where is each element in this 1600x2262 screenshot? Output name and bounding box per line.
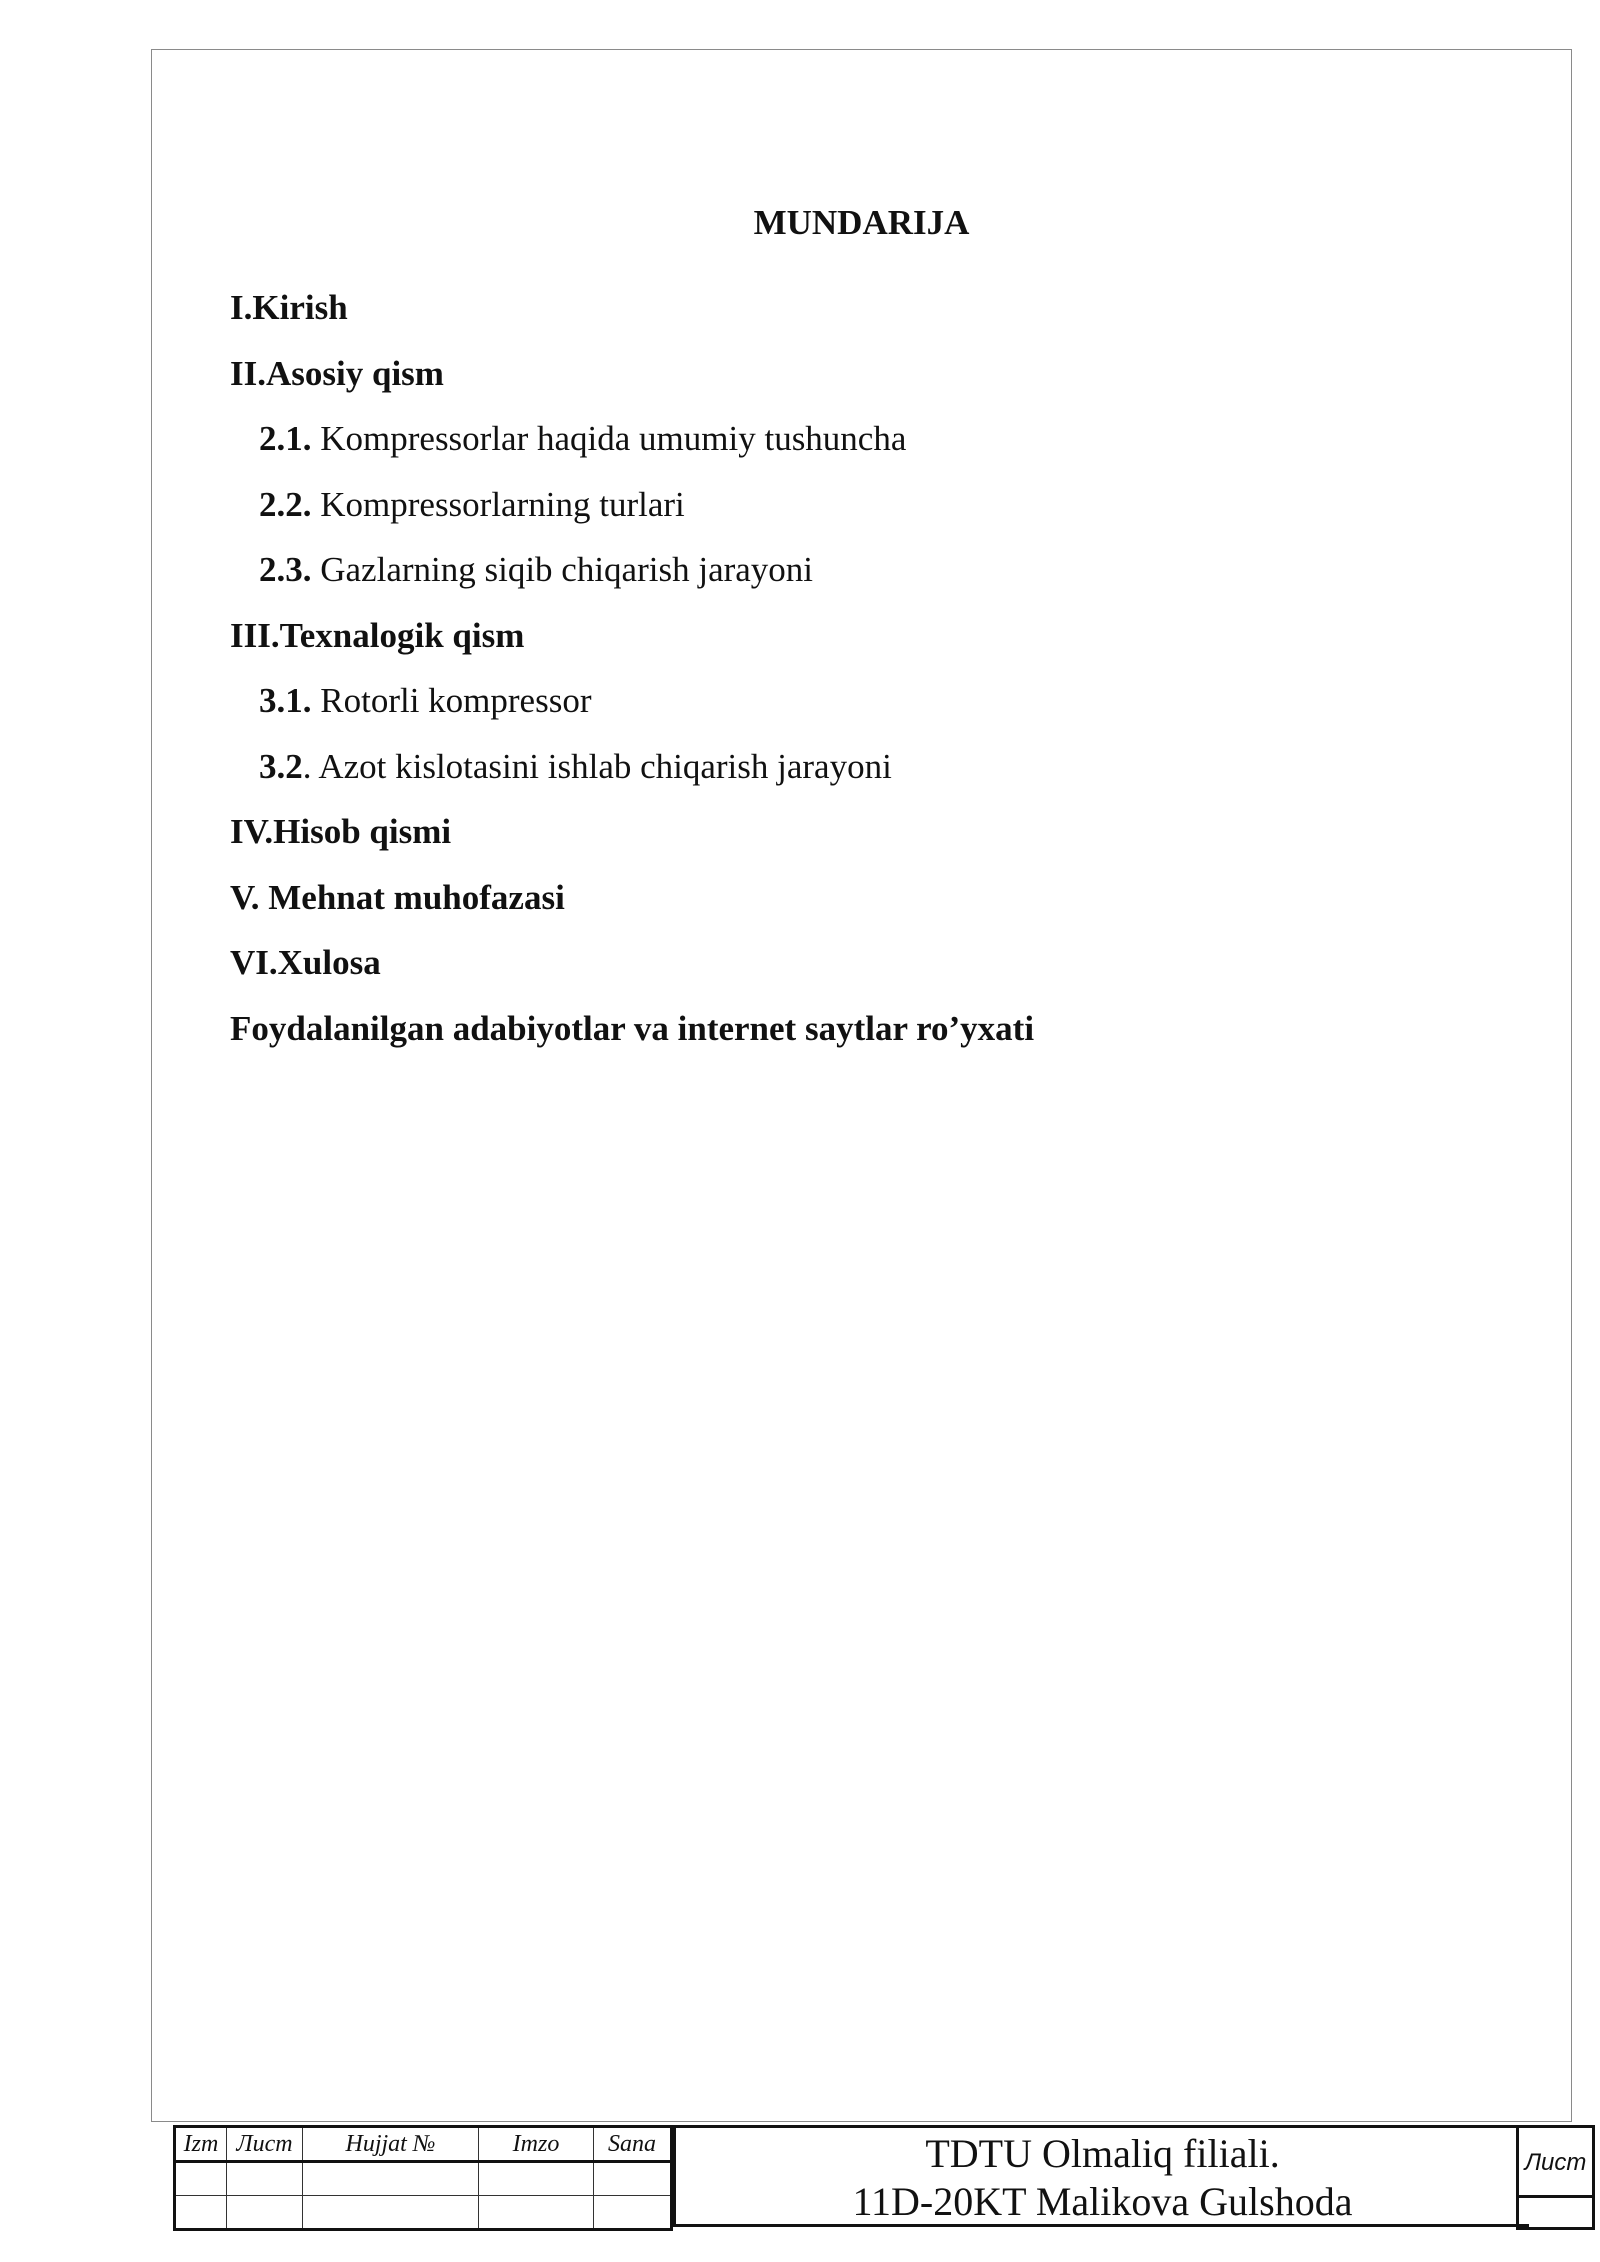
table-cell [175,2162,227,2196]
toc-item-number: IV. [230,812,274,851]
toc-item-number: III. [230,615,280,655]
toc-item-number: V. [230,877,260,917]
toc-item-title: Kirish [252,288,348,327]
toc-item [230,874,1034,940]
organization-block [673,2125,1529,2227]
toc-item [230,284,1034,350]
toc-item-number: II. [230,353,266,393]
toc-item-title: Mehnat muhofazasi [259,877,565,917]
column-header-list: Лист [227,2127,303,2162]
toc-item-title: Asosiy qism [266,353,444,393]
column-header-izm: Izm [175,2127,227,2162]
toc-item [230,350,1034,416]
table-cell [303,2162,479,2196]
toc-item [230,808,1034,874]
table-cell [303,2196,479,2230]
toc-subitem [230,743,1034,809]
toc-subitem [230,677,1034,743]
revision-row [175,2162,672,2196]
toc-item-title: Xulosa [277,943,381,982]
column-header-document-number: Hujjat № [303,2127,479,2162]
toc-item-title: Hisob qismi [273,812,452,851]
toc-item-number: 2.1. [259,419,312,458]
page-title: MUNDARIJA [753,203,970,242]
toc-item-number: 3.1. [259,681,312,720]
column-header-signature: Imzo [479,2127,594,2162]
toc-item-title: Texnalogik qism [279,615,525,655]
table-cell [227,2196,303,2230]
toc-subitem [230,546,1034,612]
sheet-label: Лист [1519,2128,1592,2198]
organization-name: TDTU Olmaliq filiali. [925,2131,1280,2176]
toc-item-title: . Azot kislotasini ishlab chiqarish jarayoni [302,746,892,786]
toc-item-title: Gazlarning siqib chiqarish jarayoni [311,550,814,589]
table-cell [594,2162,672,2196]
toc-subitem [230,415,1034,481]
toc-subitem [230,481,1034,547]
toc-item [230,1005,1034,1071]
toc-item-title: Kompressorlarning turlari [311,484,685,524]
toc-item-number: 2.3. [259,550,312,589]
revision-row [175,2196,672,2230]
revision-header-row [175,2127,672,2162]
toc-item [230,612,1034,678]
column-header-date: Sana [594,2127,672,2162]
sheet-number-cell [1516,2125,1595,2230]
toc-item-number: 3.2 [259,746,303,786]
group-and-author: 11D-20KT Malikova Gulshoda [852,2179,1353,2224]
toc-item [230,939,1034,1005]
title-block-stamp [173,2125,1595,2233]
table-cell [594,2196,672,2230]
toc-item-number: 2.2. [259,484,312,524]
table-of-contents [230,284,1034,1070]
table-cell [175,2196,227,2230]
table-cell [479,2196,594,2230]
toc-item-title: Foydalanilgan adabiyotlar va internet saytlar ro’yxati [230,1008,1035,1048]
revision-table [173,2125,673,2231]
toc-item-number: I. [230,288,253,327]
toc-item-title: Rotorli kompressor [311,681,592,720]
toc-item-title: Kompressorlar haqida umumiy tushuncha [311,419,907,458]
toc-item-number: VI. [230,943,278,982]
table-cell [479,2162,594,2196]
table-cell [227,2162,303,2196]
